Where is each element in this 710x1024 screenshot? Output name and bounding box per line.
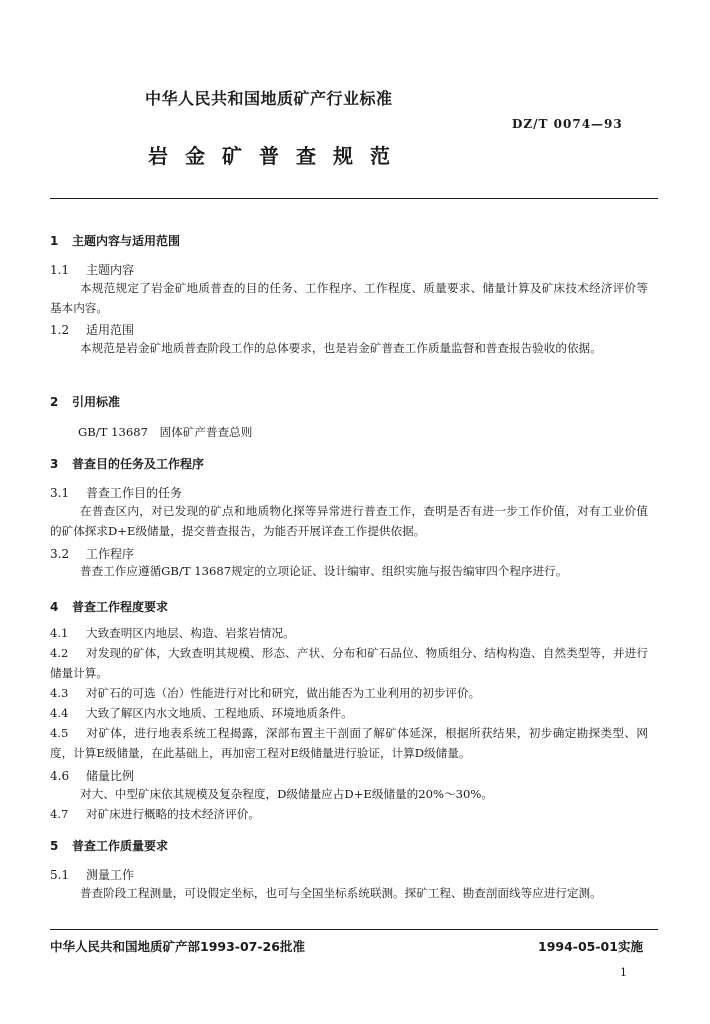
standard-title: 岩金矿普查规范 <box>148 144 407 168</box>
section-title: 普查目的任务及工作程序 <box>72 457 205 471</box>
subsection-heading <box>50 767 134 784</box>
clause-number: 4.4 <box>50 706 69 720</box>
approval-note: 中华人民共和国地质矿产部1993-07-26批准 <box>50 939 305 954</box>
issuer-title: 中华人民共和国地质矿产行业标准 <box>145 89 393 108</box>
clause <box>50 643 648 683</box>
clause-number: 4.3 <box>50 686 69 700</box>
paragraph: 本规范是岩金矿地质普查阶段工作的总体要求，也是岩金矿普查工作质量监督和普查报告验收的依据。 <box>80 341 602 355</box>
clause-number: 4.5 <box>50 726 69 740</box>
paragraph: 普查阶段工程测量，可设假定坐标，也可与全国坐标系统联测。探矿工程、勘查剖面线等应进行定测。 <box>80 886 602 900</box>
clause-text: 对矿床进行概略的技术经济评价。 <box>86 807 260 821</box>
subsection-heading <box>50 866 134 883</box>
subsection-title: 主题内容 <box>86 263 135 277</box>
clause-text: 对发现的矿体，大致查明其规模、形态、产状、分布和矿石品位、物质组分、结构构造、自然类型等，并进行储量计算。 <box>50 646 648 680</box>
subsection-heading <box>50 321 134 338</box>
subsection-title: 工作程序 <box>86 547 135 561</box>
subsection-heading <box>50 484 182 501</box>
section-heading <box>50 393 120 410</box>
section-number: 2 <box>50 395 59 409</box>
subsection-number: 1.2 <box>50 323 70 337</box>
section-heading <box>50 455 204 472</box>
paragraph: 普查工作应遵循GB/T 13687规定的立项论证、设计编审、组织实施与报告编审四个程序进行。 <box>80 564 568 578</box>
clause-text: 对矿体，进行地表系统工程揭露，深部布置主干剖面了解矿体延深，根据所获结果，初步确定勘探类型、网度，计算E级储量，在此基础上，再加密工程对E级储量进行验证，计算D级储量。 <box>50 726 648 760</box>
implementation-date: 1994-05-01实施 <box>538 939 643 954</box>
page-number: 1 <box>620 966 627 979</box>
section-heading <box>50 598 168 615</box>
clause-number: 4.1 <box>50 626 69 640</box>
clause-number: 4.2 <box>50 646 69 660</box>
subsection-heading <box>50 545 134 562</box>
subsection-number: 4.6 <box>50 769 70 783</box>
subsection-title: 测量工作 <box>86 868 135 882</box>
reference-standard: GB/T 13687 固体矿产普查总则 <box>78 425 253 439</box>
clause <box>50 804 648 824</box>
paragraph: 本规范规定了岩金矿地质普查的目的任务、工作程序、工作程度、质量要求、储量计算及矿床技术经济评价等基本内容。 <box>50 281 648 315</box>
subsection-title: 储量比例 <box>86 769 135 783</box>
clause-text: 大致查明区内地层、构造、岩浆岩情况。 <box>86 626 295 640</box>
section-number: 1 <box>50 234 59 248</box>
section-heading <box>50 837 168 854</box>
section-title: 普查工作程度要求 <box>72 600 169 614</box>
subsection-heading <box>50 261 134 278</box>
clause <box>50 623 648 643</box>
section-heading <box>50 232 180 249</box>
clause <box>50 683 648 703</box>
subsection-number: 3.1 <box>50 486 70 500</box>
clause-text: 大致了解区内水文地质、工程地质、环境地质条件。 <box>86 706 353 720</box>
section-number: 4 <box>50 600 59 614</box>
header-divider <box>50 198 658 199</box>
subsection-title: 普查工作目的任务 <box>86 486 183 500</box>
paragraph: 在普查区内，对已发现的矿点和地质物化探等异常进行普查工作，查明是否有进一步工作价值，对有工业价值的矿体探求D+E级储量，提交普查报告，为能否开展详查工作提供依据。 <box>50 504 648 538</box>
section-number: 3 <box>50 457 59 471</box>
subsection-number: 1.1 <box>50 263 70 277</box>
subsection-number: 3.2 <box>50 547 70 561</box>
section-title: 主题内容与适用范围 <box>72 234 181 248</box>
subsection-title: 适用范围 <box>86 323 135 337</box>
clause <box>50 703 648 723</box>
subsection-number: 5.1 <box>50 868 70 882</box>
standard-code: DZ/T 0074—93 <box>512 117 623 131</box>
clause-number: 4.7 <box>50 807 69 821</box>
footer-divider <box>50 929 658 930</box>
section-title: 引用标准 <box>72 395 121 409</box>
clause-text: 对矿石的可选（冶）性能进行对比和研究，做出能否为工业利用的初步评价。 <box>86 686 481 700</box>
section-title: 普查工作质量要求 <box>72 839 169 853</box>
paragraph: 对大、中型矿床依其规模及复杂程度，D级储量应占D+E级储量的20%～30%。 <box>80 787 493 801</box>
section-number: 5 <box>50 839 59 853</box>
clause <box>50 723 648 763</box>
